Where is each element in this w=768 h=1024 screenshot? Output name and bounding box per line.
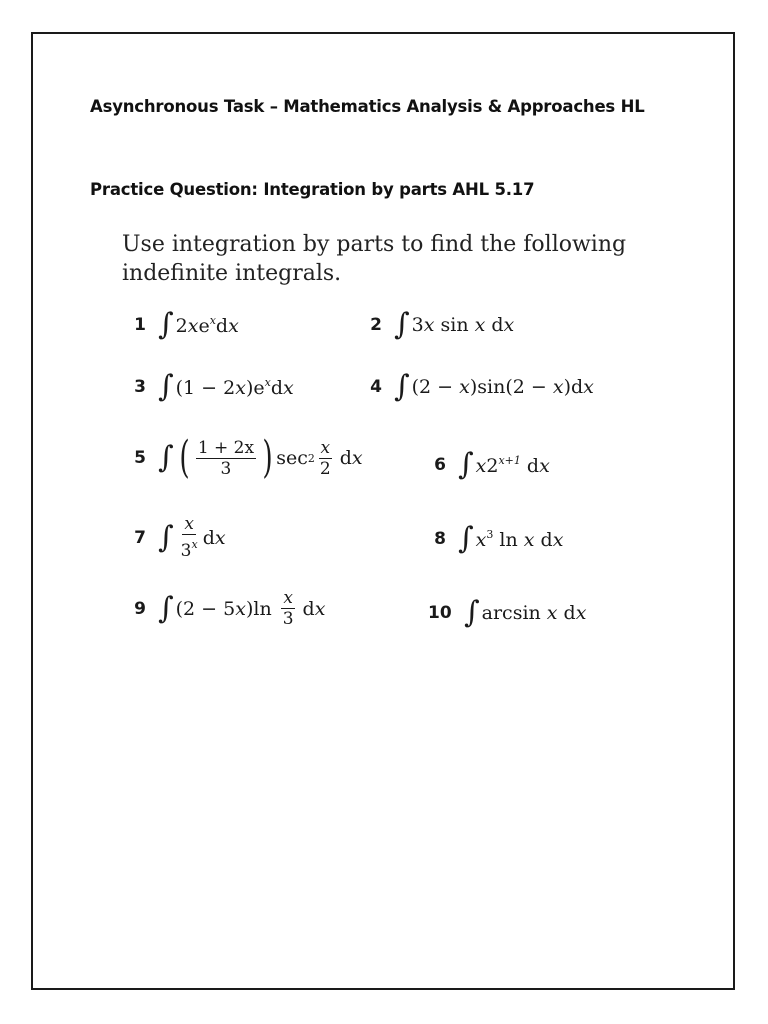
question-number: 6 [434,455,446,475]
integral-sign: ∫ [458,447,474,482]
question-number: 7 [134,527,146,548]
document-subtitle: Practice Question: Integration by parts AHL 5.17 [90,180,535,199]
question-number: 4 [370,377,382,397]
integral-sign: ∫ [458,521,474,556]
question-number: 1 [134,315,146,335]
question-10 [428,595,587,630]
integrand: $\frac{x}{3^x}$ d x [180,514,226,561]
question-9 [128,588,325,629]
integrand: $2xe^xdx$ [175,313,239,337]
integral-sign: ∫ [394,307,410,342]
integrand: 3x sin x dx [411,314,515,336]
question-number: 9 [134,598,146,619]
question-4 [364,369,594,404]
question-8 [428,521,564,556]
integral-sign: ∫ [158,307,174,342]
integrand: $(1 - 2x)e^xdx$ [175,375,294,399]
question-5 [128,432,363,483]
question-6 [428,447,550,482]
exercise-instructions: Use integration by parts to find the following indefinite integrals. [122,232,627,286]
integrand: $x^3$ ln x dx [475,527,564,551]
question-number: 10 [428,603,452,623]
question-number: 5 [134,448,146,468]
integrand: ( $\frac{1 + 2x}{3}$ ) sec 2 $\frac{x}{2}$ d x [179,432,363,483]
integral-sign: ∫ [158,590,174,626]
question-3 [128,369,294,404]
integrand: arcsin x dx [481,602,587,624]
question-2 [364,307,515,342]
integral-sign: ∫ [394,369,410,404]
integral-sign: ∫ [464,595,480,630]
integral-sign: ∫ [158,519,174,555]
integral-sign: ∫ [158,440,174,475]
integrand: (2 − x)sin(2 − x)dx [411,376,594,398]
question-number: 3 [134,377,146,397]
integrand: (2 − 5 x )ln $\frac{x}{3}$ d x [175,588,326,629]
question-number: 8 [434,529,446,549]
question-7 [128,514,226,561]
question-1 [128,307,239,342]
integrand: $x2^{x+1}$ dx [475,453,550,477]
question-number: 2 [370,315,382,335]
document-title: Asynchronous Task – Mathematics Analysis & Approaches HL [90,97,645,116]
exercise-image [116,226,656,656]
integral-sign: ∫ [158,369,174,404]
